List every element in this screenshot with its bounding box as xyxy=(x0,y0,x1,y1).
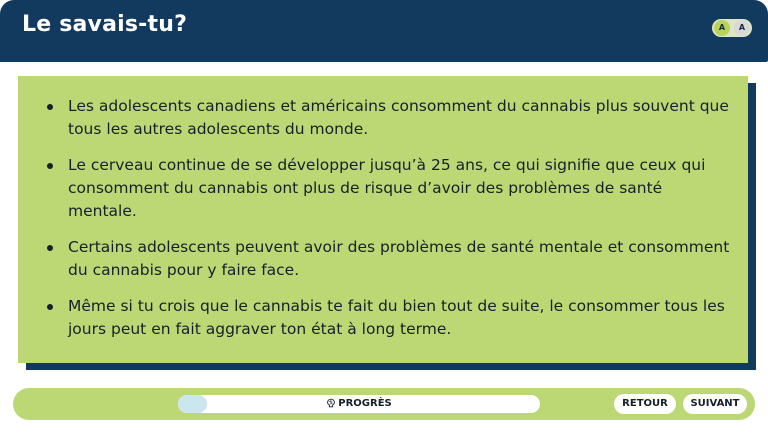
back-button[interactable]: RETOUR xyxy=(614,394,676,414)
progress-label xyxy=(178,395,540,413)
fact-text: Certains adolescents peuvent avoir des problèmes de santé mentale et consomment du cannabis pour y faire face. xyxy=(68,238,730,279)
fact-list xyxy=(32,95,732,354)
list-item xyxy=(32,154,732,223)
list-item xyxy=(32,95,732,141)
bullet-icon xyxy=(47,245,53,251)
fact-text: Le cerveau continue de se développer jusqu’à 25 ans, ce qui signifie que ceux qui consomment du cannabis ont plus de risque d’avoir des problèmes de santé mentale. xyxy=(68,156,706,220)
bullet-icon xyxy=(47,304,53,310)
bullet-icon xyxy=(47,163,53,169)
header-bar xyxy=(0,0,768,62)
page-title: Le savais-tu? xyxy=(22,12,188,37)
list-item xyxy=(32,236,732,282)
brain-icon xyxy=(326,398,336,408)
text-size-toggle[interactable] xyxy=(712,19,752,37)
bullet-icon xyxy=(47,104,53,110)
progress-label-text: PROGRÈS xyxy=(338,398,392,409)
text-size-small-option[interactable]: A xyxy=(714,20,730,36)
fact-text: Même si tu crois que le cannabis te fait du bien tout de suite, le consommer tous les jours peut en fait aggraver ton état à long terme. xyxy=(68,297,725,338)
next-button[interactable]: SUIVANT xyxy=(683,394,747,414)
list-item xyxy=(32,295,732,341)
fact-text: Les adolescents canadiens et américains consomment du cannabis plus souvent que tous les autres adolescents du monde. xyxy=(68,97,729,138)
text-size-large-option[interactable]: A xyxy=(734,20,750,36)
